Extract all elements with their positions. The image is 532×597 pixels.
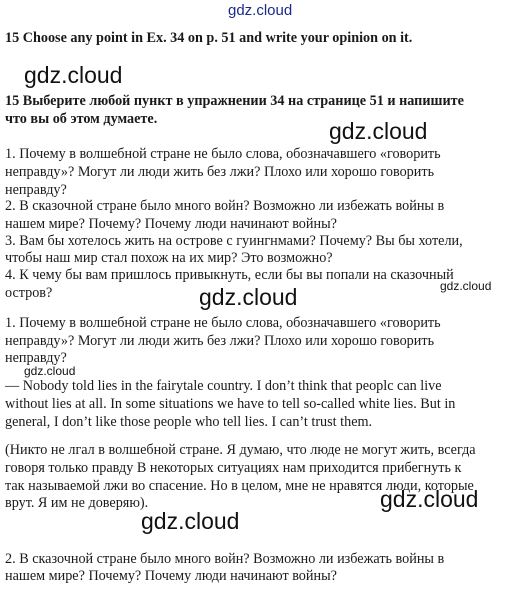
answer-english-line: without lies at all. In some situations we have to tell so-called white lies. But in xyxy=(5,396,456,412)
answer-russian-line: врут. Я им не доверяю). xyxy=(5,495,149,511)
answer-question-line: 1. Почему в волшебной стране не было слова, обозначавшего «говорить xyxy=(5,315,441,331)
watermark: gdz.cloud xyxy=(24,62,123,88)
watermark: gdz.cloud xyxy=(24,364,76,378)
task-english: 15 Choose any point in Ex. 34 on p. 51 and write your opinion on it. xyxy=(5,30,413,46)
watermark: gdz.cloud xyxy=(329,118,428,144)
watermark: gdz.cloud xyxy=(440,279,492,293)
answer-english-line: general, I don’t like those people who tell lies. I can’t trust them. xyxy=(5,414,373,430)
question-line: неправду»? Могут ли люди жить без лжи? Плохо или хорошо говорить xyxy=(5,164,435,180)
question-line: чтобы наш мир стал похож на их мир? Это возможно? xyxy=(5,250,333,266)
question-line: 4. К чему бы вам пришлось привыкнуть, если бы вы попали на сказочный xyxy=(5,267,454,283)
task-russian-line-1: 15 Выберите любой пункт в упражнении 34 на странице 51 и напишите xyxy=(5,93,464,109)
question-line: 2. В сказочной стране было много войн? Возможно ли избежать войны в xyxy=(5,198,445,214)
answer-question-line: неправду»? Могут ли люди жить без лжи? Плохо или хорошо говорить xyxy=(5,333,435,349)
task-russian-line-2: что вы об этом думаете. xyxy=(5,111,158,127)
answer-question-line: неправду? xyxy=(5,350,67,366)
watermark: gdz.cloud xyxy=(199,284,298,310)
question-line: нашем мире? Почему? Почему люди начинают войны? xyxy=(5,216,337,232)
next-question-line: 2. В сказочной стране было много войн? Возможно ли избежать войны в xyxy=(5,551,445,567)
question-line: 1. Почему в волшебной стране не было слова, обозначавшего «говорить xyxy=(5,146,441,162)
header-watermark: gdz.cloud xyxy=(228,2,293,19)
question-line: остров? xyxy=(5,285,53,301)
question-line: неправду? xyxy=(5,182,67,198)
answer-russian-line: говоря только правду В некоторых ситуациях нам приходится прибегнуть к xyxy=(5,460,462,476)
watermark: gdz.cloud xyxy=(380,486,479,512)
answer-russian-line: (Никто не лгал в волшебной стране. Я думаю, что люде не могут жить, всегда xyxy=(5,442,476,458)
answer-russian-line: так называемой лжи во спасение. Но в целом, мне не нравятся люди, которые xyxy=(5,478,474,494)
answer-english-line: — Nobody told lies in the fairytale country. I don’t think that peoplc can live xyxy=(5,378,442,394)
next-question-line: нашем мире? Почему? Почему люди начинают войны? xyxy=(5,568,337,584)
question-line: 3. Вам бы хотелось жить на острове с гуингнмами? Почему? Вы бы хотели, xyxy=(5,233,463,249)
watermark: gdz.cloud xyxy=(141,508,240,534)
